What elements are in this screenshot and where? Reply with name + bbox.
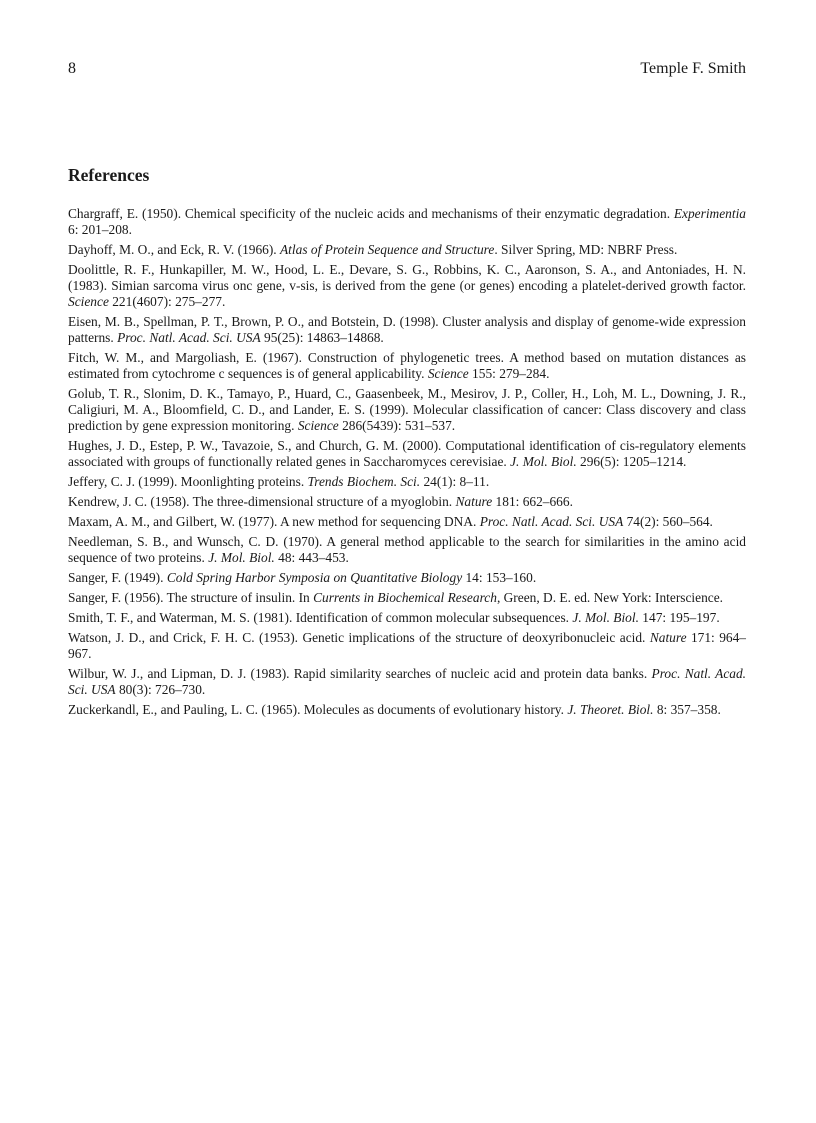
reference-item [68, 610, 746, 626]
reference-text: Eisen, M. B., Spellman, P. T., Brown, P. O., and Botstein, D. (1998). Cluster analysis and display of genome-wide expression patterns. [68, 314, 746, 345]
reference-journal: Currents in Biochemical Research [313, 590, 497, 605]
section-title: References [68, 165, 150, 185]
reference-journal: Trends Biochem. Sci. [307, 474, 421, 489]
reference-item [68, 666, 746, 698]
reference-details: , Green, D. E. ed. New York: Interscience. [496, 590, 724, 605]
reference-journal: Proc. Natl. Acad. Sci. USA [68, 666, 747, 697]
reference-text: Kendrew, J. C. (1958). The three-dimensional structure of a myoglobin. [68, 494, 456, 509]
reference-text: Dayhoff, M. O., and Eck, R. V. (1966). [68, 242, 280, 257]
reference-journal: Cold Spring Harbor Symposia on Quantitative Biology [166, 570, 463, 585]
reference-text: Wilbur, W. J., and Lipman, D. J. (1983). Rapid similarity searches of nucleic acid and protein data banks. [68, 666, 652, 681]
reference-text: Golub, T. R., Slonim, D. K., Tamayo, P., Huard, C., Gaasenbeek, M., Mesirov, J. P., Coller, H., Loh, M. L., Downing, J. R., Caligiuri, M. A., Bloomfield, C. D., and Lander, E. S. (1999). Molecular classification of cancer: Class discovery and class prediction by gene expression monitoring. [68, 386, 746, 433]
reference-details: 147: 195–197. [638, 610, 720, 625]
reference-item [68, 242, 746, 258]
reference-journal: Atlas of Protein Sequence and Structure [280, 242, 495, 257]
reference-details: 171: 964–967. [68, 630, 746, 661]
reference-text: Hughes, J. D., Estep, P. W., Tavazoie, S., and Church, G. M. (2000). Computational identification of cis-regulatory elements associated with groups of functionally related genes in Saccharomyces cerevisiae. [68, 438, 746, 469]
page-number: 8 [68, 60, 76, 77]
reference-item [68, 702, 746, 718]
reference-item [68, 590, 746, 606]
reference-details: 296(5): 1205–1214. [576, 454, 687, 469]
reference-text: Needleman, S. B., and Wunsch, C. D. (1970). A general method applicable to the search for similarities in the amino acid sequence of two proteins. [68, 534, 746, 565]
reference-text: Jeffery, C. J. (1999). Moonlighting proteins. [68, 474, 308, 489]
reference-text: Fitch, W. M., and Margoliash, E. (1967). Construction of phylogenetic trees. A method based on mutation distances as estimated from cytochrome c sequences is of general applicability. [68, 350, 746, 381]
reference-text: Sanger, F. (1949). [68, 570, 167, 585]
reference-list [68, 206, 746, 722]
reference-journal: Science [297, 418, 339, 433]
reference-item [68, 514, 746, 530]
reference-journal: Science [68, 294, 109, 309]
reference-text: Smith, T. F., and Waterman, M. S. (1981). Identification of common molecular subsequences. [68, 610, 573, 625]
reference-text: Doolittle, R. F., Hunkapiller, M. W., Hood, L. E., Devare, S. G., Robbins, K. C., Aaronson, S. A., and Antoniades, H. N. (1983). Simian sarcoma virus onc gene, v-sis, is derived from the gene (or genes) encoding a platelet-derived growth factor. [68, 262, 746, 293]
reference-item [68, 206, 746, 238]
reference-item [68, 630, 746, 662]
reference-item [68, 570, 746, 586]
reference-details: 6: 201–208. [68, 222, 132, 237]
reference-text: Chargraff, E. (1950). Chemical specificity of the nucleic acids and mechanisms of their enzymatic degradation. [68, 206, 674, 221]
reference-journal: J. Mol. Biol. [572, 610, 639, 625]
reference-journal: Nature [649, 630, 687, 645]
reference-details: 24(1): 8–11. [420, 474, 490, 489]
reference-details: 8: 357–358. [653, 702, 721, 717]
reference-journal: J. Theoret. Biol. [567, 702, 654, 717]
reference-details: 80(3): 726–730. [115, 682, 206, 697]
reference-details: 181: 662–666. [492, 494, 573, 509]
reference-item [68, 386, 746, 434]
reference-item [68, 474, 746, 490]
reference-journal: Science [427, 366, 469, 381]
reference-journal: Proc. Natl. Acad. Sci. USA [117, 330, 261, 345]
reference-text: Maxam, A. M., and Gilbert, W. (1977). A new method for sequencing DNA. [68, 514, 480, 529]
reference-item [68, 438, 746, 470]
reference-item [68, 494, 746, 510]
reference-item [68, 534, 746, 566]
reference-text: Zuckerkandl, E., and Pauling, L. C. (1965). Molecules as documents of evolutionary history. [68, 702, 568, 717]
reference-journal: Nature [455, 494, 493, 509]
running-head: Temple F. Smith [640, 60, 746, 77]
reference-details: 286(5439): 531–537. [338, 418, 456, 433]
reference-details: 155: 279–284. [468, 366, 550, 381]
reference-details: . Silver Spring, MD: NBRF Press. [494, 242, 678, 257]
reference-details: 95(25): 14863–14868. [260, 330, 384, 345]
reference-details: 74(2): 560–564. [623, 514, 713, 529]
reference-item [68, 350, 746, 382]
reference-journal: Proc. Natl. Acad. Sci. USA [479, 514, 624, 529]
reference-details: 14: 153–160. [462, 570, 537, 585]
reference-text: Watson, J. D., and Crick, F. H. C. (1953). Genetic implications of the structure of deoxyribonucleic acid. [68, 630, 650, 645]
reference-item [68, 314, 746, 346]
page-header [68, 60, 746, 82]
reference-journal: Experimentia [673, 206, 746, 221]
reference-details: 221(4607): 275–277. [108, 294, 226, 309]
reference-text: Sanger, F. (1956). The structure of insulin. In [68, 590, 314, 605]
reference-journal: J. Mol. Biol. [208, 550, 275, 565]
reference-journal: J. Mol. Biol. [510, 454, 577, 469]
reference-details: 48: 443–453. [274, 550, 349, 565]
reference-item [68, 262, 746, 310]
